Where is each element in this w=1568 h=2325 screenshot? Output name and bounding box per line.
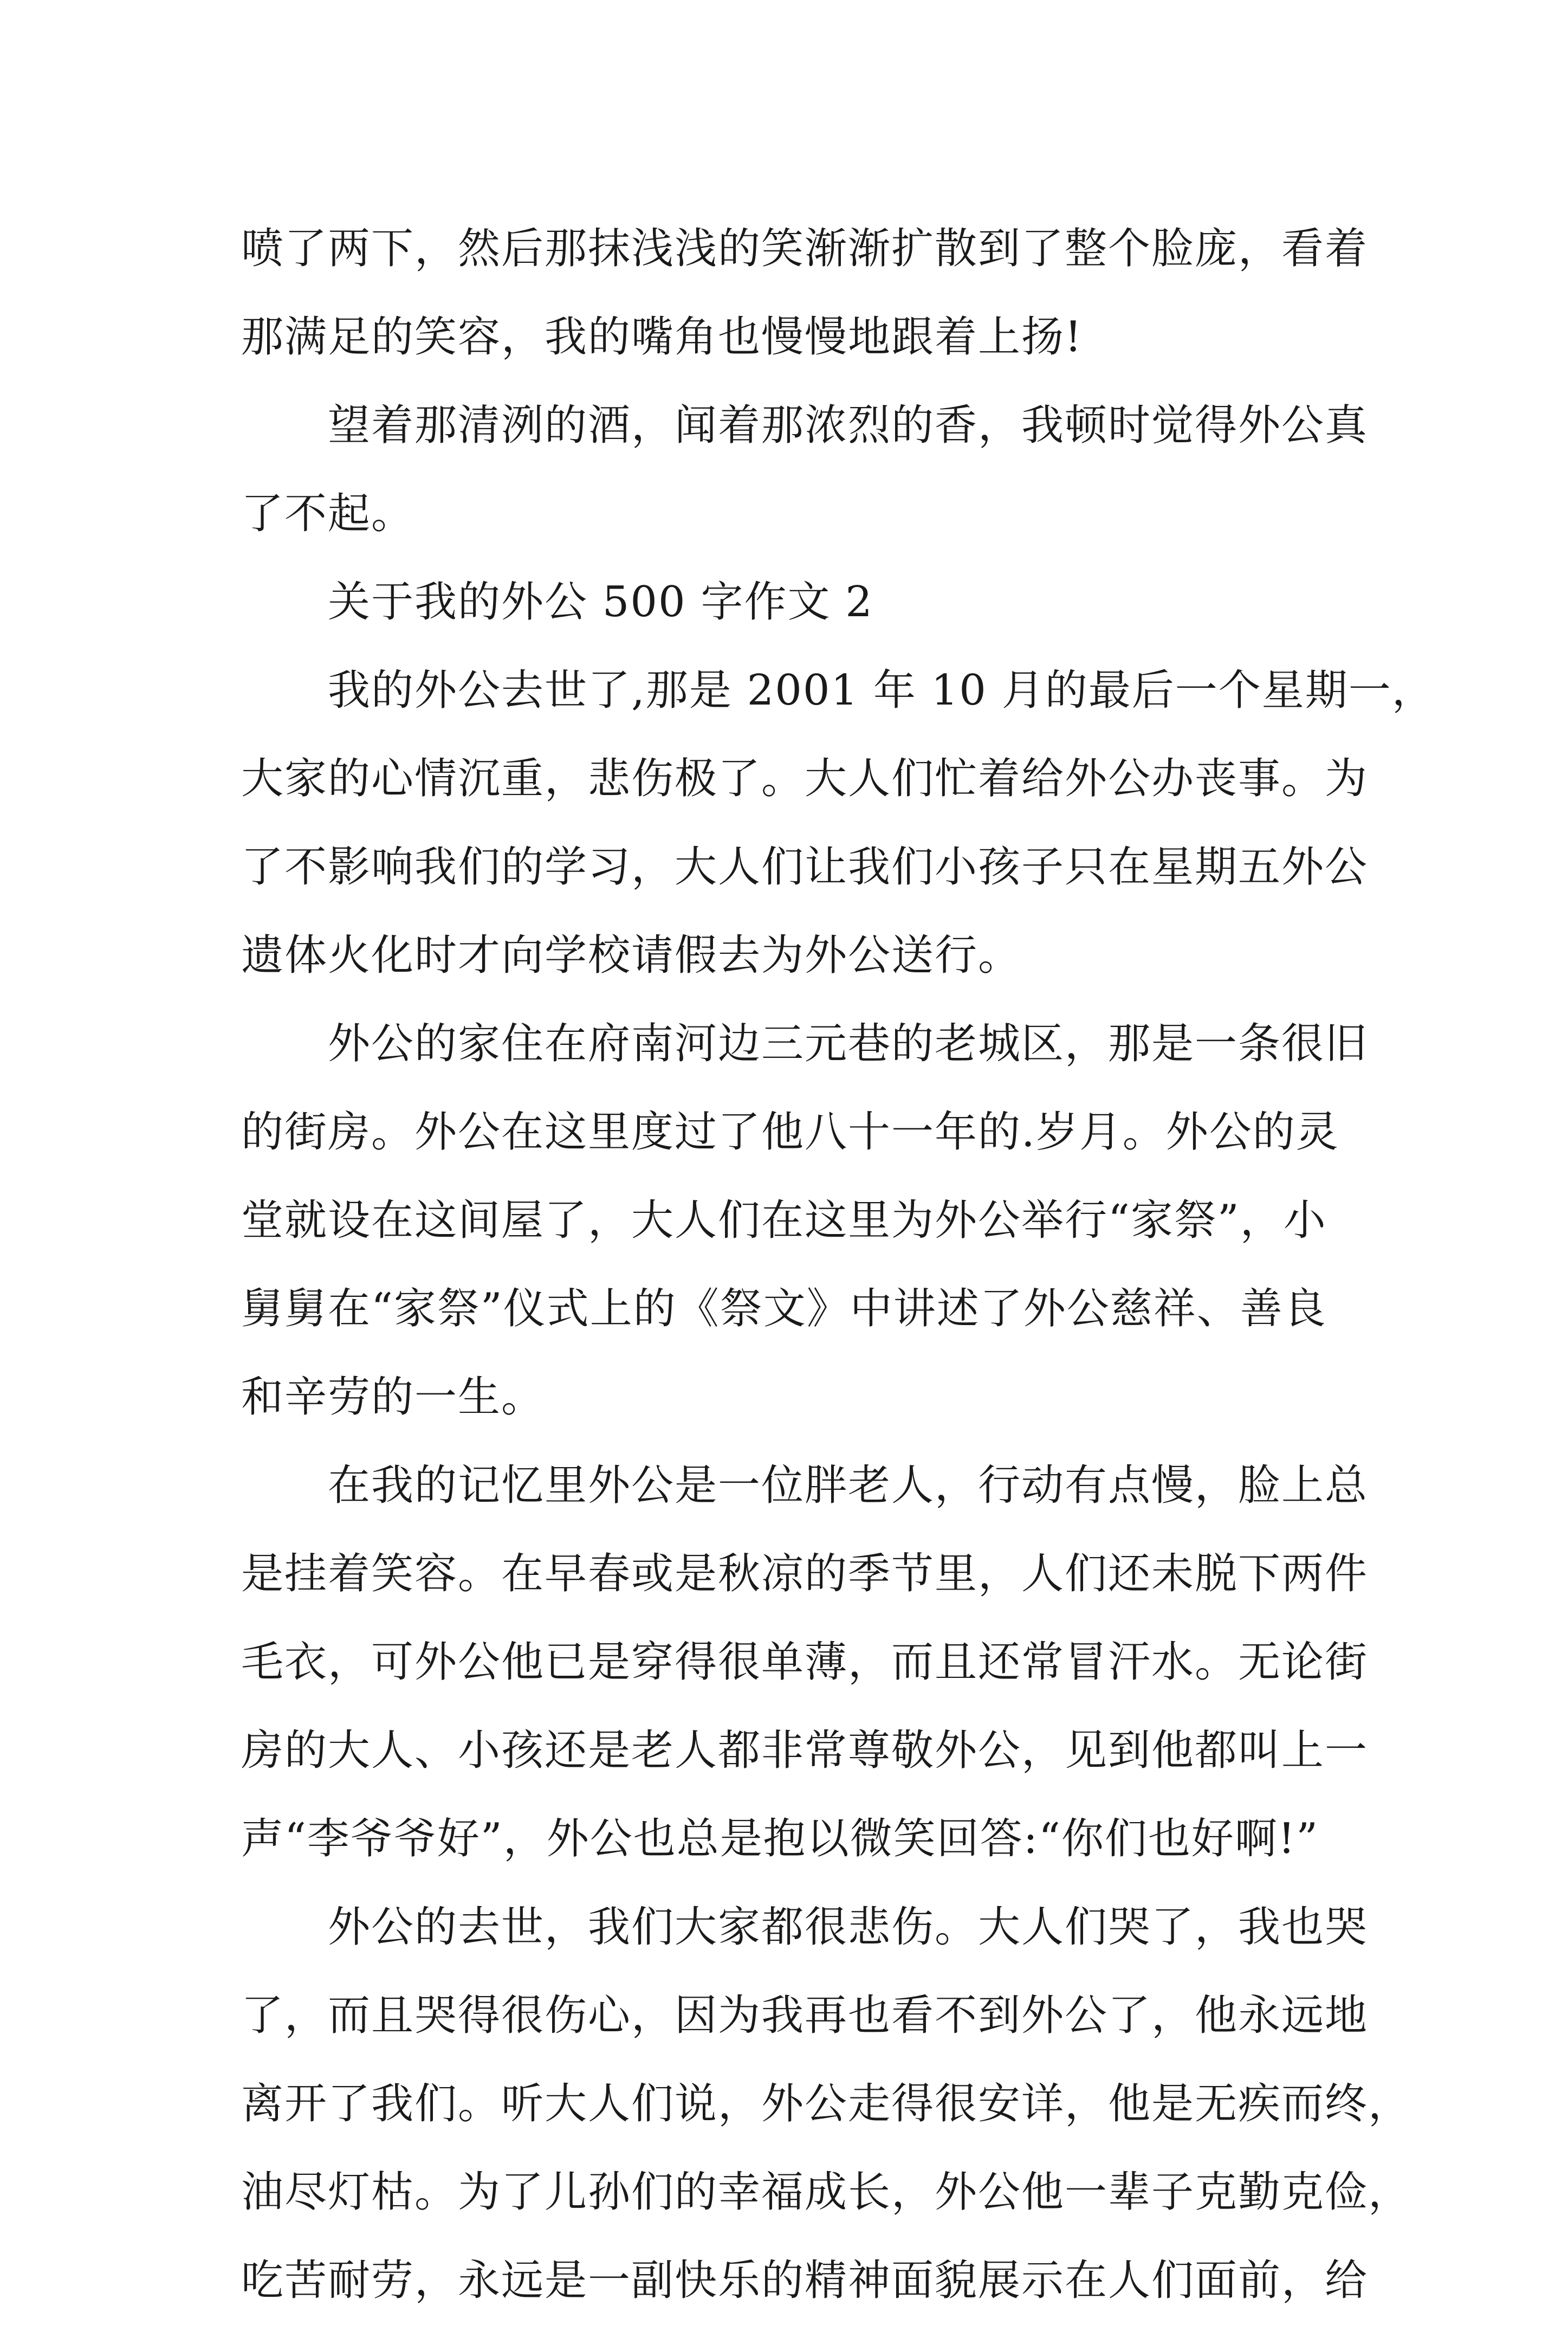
paragraph-start-line: 外公的家住在府南河边三元巷的老城区，那是一条很旧 xyxy=(328,1019,1369,1068)
essay-body xyxy=(241,205,1435,2325)
body-line: 了不起。 xyxy=(241,489,415,538)
paragraph-start-line: 望着那清洌的酒，闻着那浓烈的香，我顿时觉得外公真 xyxy=(328,401,1369,450)
body-line: 了不影响我们的学习，大人们让我们小孩子只在星期五外公 xyxy=(241,843,1369,892)
body-line: 喷了两下，然后那抹浅浅的笑渐渐扩散到了整个脸庞，看着 xyxy=(241,224,1369,273)
body-line: 的街房。外公在这里度过了他八十一年的.岁月。外公的灵 xyxy=(241,1108,1339,1157)
body-line: 吃苦耐劳，永远是一副快乐的精神面貌展示在人们面前，给 xyxy=(241,2256,1369,2305)
body-line: 是挂着笑容。在早春或是秋凉的季节里，人们还未脱下两件 xyxy=(241,1549,1369,1598)
body-line: 油尽灯枯。为了儿孙们的幸福成长，外公他一辈子克勤克俭， xyxy=(241,2168,1412,2217)
paragraph-start-line: 我的外公去世了,那是 2001 年 10 月的最后一个星期一， xyxy=(328,666,1435,715)
body-line: 声“李爷爷好”，外公也总是抱以微笑回答:“你们也好啊!” xyxy=(241,1814,1319,1863)
paragraph-start-line: 外公的去世，我们大家都很悲伤。大人们哭了，我也哭 xyxy=(328,1903,1369,1952)
body-line: 遗体火化时才向学校请假去为外公送行。 xyxy=(241,931,1022,980)
paragraph-start-line: 在我的记忆里外公是一位胖老人，行动有点慢，脸上总 xyxy=(328,1461,1369,1510)
body-line: 和辛劳的一生。 xyxy=(241,1373,545,1422)
body-line: 离开了我们。听大人们说，外公走得很安详，他是无疾而终， xyxy=(241,2079,1412,2128)
body-line: 堂就设在这间屋了，大人们在这里为外公举行“家祭”，小 xyxy=(241,1196,1327,1245)
body-line: 房的大人、小孩还是老人都非常尊敬外公，见到他都叫上一 xyxy=(241,1726,1369,1775)
body-line: 毛衣，可外公他已是穿得很单薄，而且还常冒汗水。无论街 xyxy=(241,1638,1369,1687)
body-line: 舅舅在“家祭”仪式上的《祭文》中讲述了外公慈祥、善良 xyxy=(241,1284,1327,1333)
body-line: 大家的心情沉重，悲伤极了。大人们忙着给外公办丧事。为 xyxy=(241,754,1369,803)
body-line: 那满足的笑容，我的嘴角也慢慢地跟着上扬! xyxy=(241,313,1083,361)
essay-heading: 关于我的外公 500 字作文 2 xyxy=(328,578,873,627)
body-line: 了，而且哭得很伤心，因为我再也看不到外公了，他永远地 xyxy=(241,1991,1369,2040)
